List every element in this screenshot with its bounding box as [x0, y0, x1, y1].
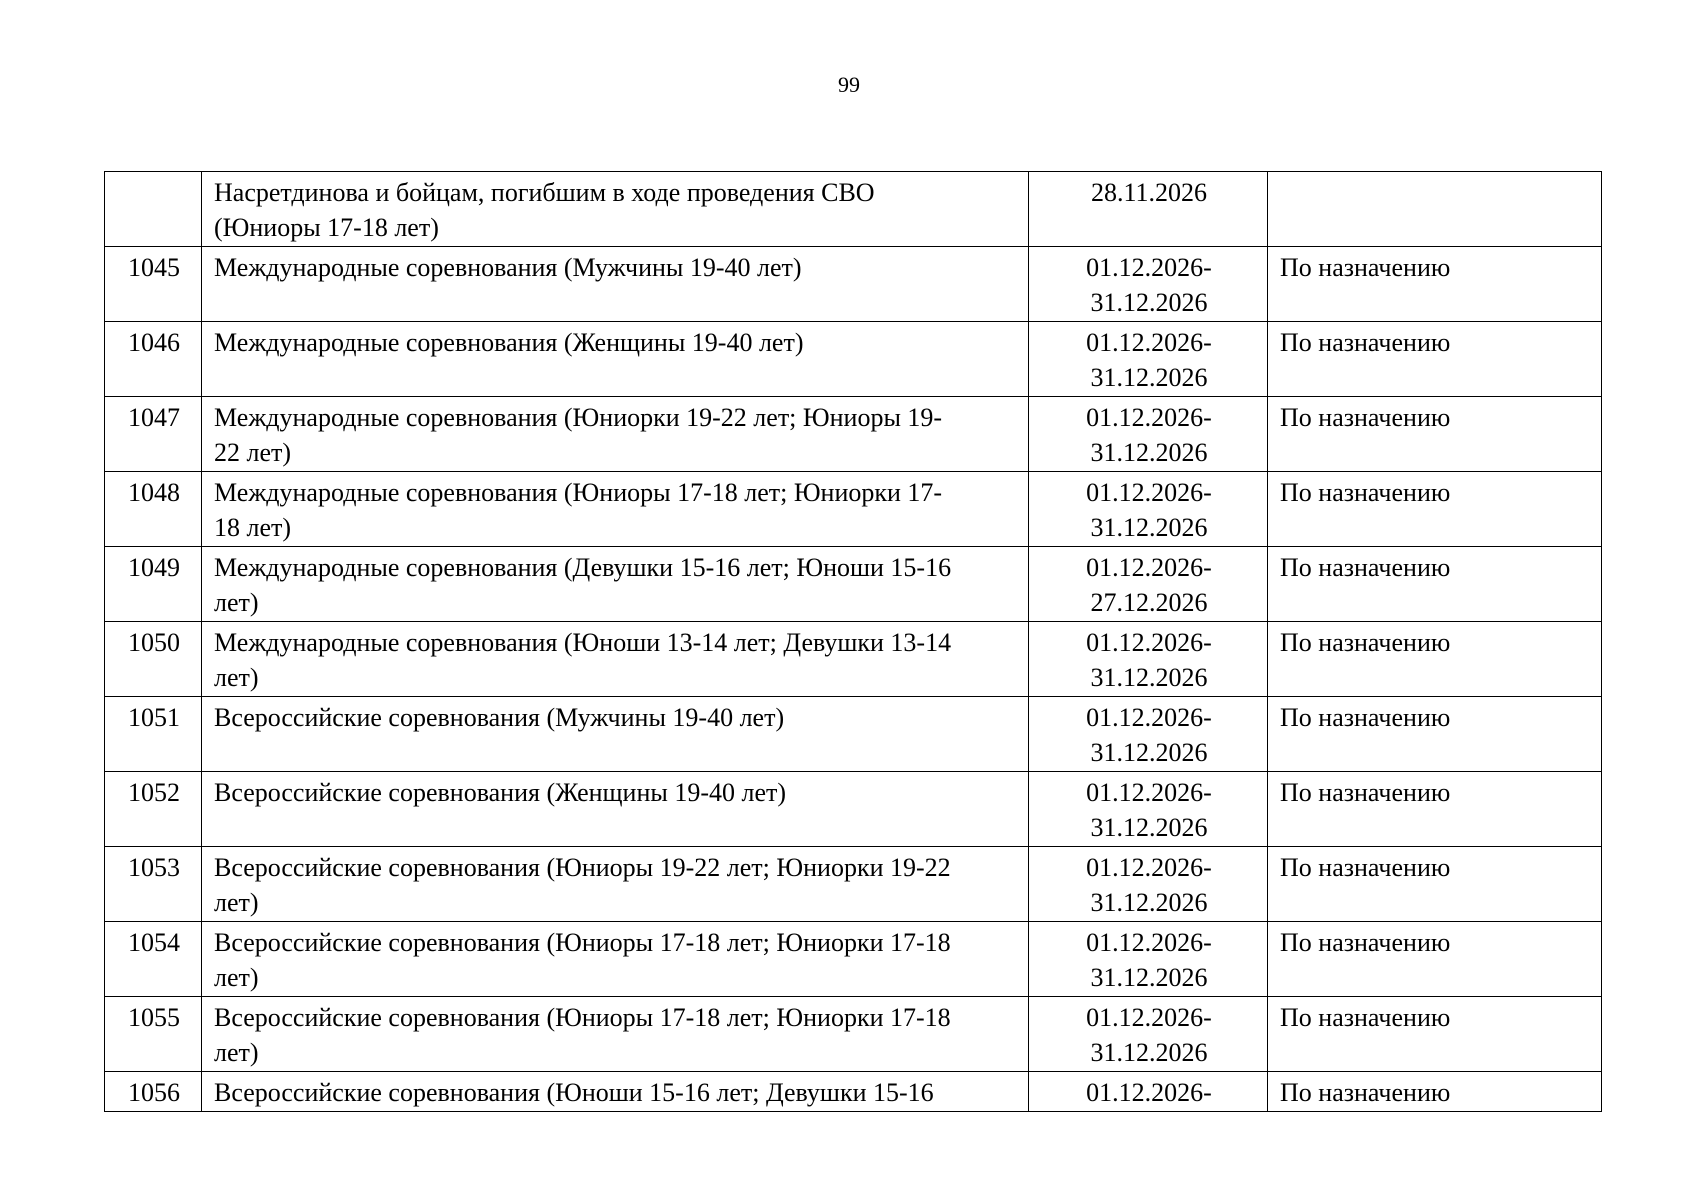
table-row [105, 847, 1602, 922]
event-location: По назначению [1268, 622, 1602, 697]
event-location [1268, 172, 1602, 247]
event-name [202, 772, 1029, 847]
event-name-line: 18 лет) [214, 513, 292, 542]
event-location: По назначению [1268, 922, 1602, 997]
event-date-line: 01.12.2026- [1086, 478, 1212, 507]
event-name-line: лет) [214, 1038, 259, 1067]
table-row [105, 772, 1602, 847]
event-name [202, 322, 1029, 397]
event-number: 1055 [105, 997, 202, 1072]
event-number: 1051 [105, 697, 202, 772]
event-dates [1029, 172, 1268, 247]
table-row [105, 472, 1602, 547]
event-date-line: 01.12.2026- [1086, 703, 1212, 732]
event-location: По назначению [1268, 772, 1602, 847]
event-name [202, 472, 1029, 547]
event-name-line: Всероссийские соревнования (Женщины 19-40 лет) [214, 778, 787, 807]
event-date-line: 31.12.2026 [1090, 363, 1208, 392]
event-dates [1029, 622, 1268, 697]
event-location: По назначению [1268, 547, 1602, 622]
event-name-line: Международные соревнования (Юниоры 17-18 лет; Юниорки 17- [214, 478, 943, 507]
event-dates [1029, 322, 1268, 397]
event-date-line: 31.12.2026 [1090, 438, 1208, 467]
event-name-line: Международные соревнования (Юноши 13-14 лет; Девушки 13-14 [214, 628, 952, 657]
table-row [105, 397, 1602, 472]
event-location: По назначению [1268, 847, 1602, 922]
event-number [105, 172, 202, 247]
event-number: 1053 [105, 847, 202, 922]
event-name [202, 922, 1029, 997]
table-row [105, 322, 1602, 397]
event-name [202, 247, 1029, 322]
event-number: 1049 [105, 547, 202, 622]
event-location: По назначению [1268, 247, 1602, 322]
event-location: По назначению [1268, 697, 1602, 772]
event-number: 1047 [105, 397, 202, 472]
event-dates [1029, 1072, 1268, 1112]
event-location: По назначению [1268, 1072, 1602, 1112]
table-row [105, 622, 1602, 697]
event-date-line: 31.12.2026 [1090, 663, 1208, 692]
event-number: 1046 [105, 322, 202, 397]
event-name-line: лет) [214, 888, 259, 917]
event-date-line: 01.12.2026- [1086, 928, 1212, 957]
event-name-line: лет) [214, 663, 259, 692]
event-date-line: 01.12.2026- [1086, 1078, 1212, 1107]
event-name-line: Всероссийские соревнования (Юниоры 19-22 лет; Юниорки 19-22 [214, 853, 951, 882]
event-date-line: 01.12.2026- [1086, 253, 1212, 282]
event-name-line: Всероссийские соревнования (Мужчины 19-40 лет) [214, 703, 785, 732]
event-dates [1029, 772, 1268, 847]
event-name-line: Международные соревнования (Мужчины 19-40 лет) [214, 253, 802, 282]
event-dates [1029, 997, 1268, 1072]
event-date-line: 31.12.2026 [1090, 513, 1208, 542]
event-date-line: 01.12.2026- [1086, 853, 1212, 882]
event-name-line: Насретдинова и бойцам, погибшим в ходе проведения СВО [214, 178, 875, 207]
event-name [202, 697, 1029, 772]
event-date-line: 01.12.2026- [1086, 1003, 1212, 1032]
event-number: 1052 [105, 772, 202, 847]
event-number: 1054 [105, 922, 202, 997]
table-row [105, 247, 1602, 322]
event-name-line: Всероссийские соревнования (Юниоры 17-18 лет; Юниорки 17-18 [214, 1003, 951, 1032]
event-name-line: Международные соревнования (Юниорки 19-22 лет; Юниоры 19- [214, 403, 943, 432]
event-date-line: 28.11.2026 [1090, 178, 1208, 207]
event-name-line: Всероссийские соревнования (Юноши 15-16 лет; Девушки 15-16 [214, 1078, 934, 1107]
event-date-line: 01.12.2026- [1086, 553, 1212, 582]
event-name [202, 1072, 1029, 1112]
event-date-line: 31.12.2026 [1090, 1038, 1208, 1067]
table-row [105, 922, 1602, 997]
table-row [105, 172, 1602, 247]
event-name-line: лет) [214, 963, 259, 992]
event-date-line: 01.12.2026- [1086, 403, 1212, 432]
event-dates [1029, 247, 1268, 322]
event-location: По назначению [1268, 322, 1602, 397]
event-name [202, 547, 1029, 622]
table-row [105, 997, 1602, 1072]
event-name-line: 22 лет) [214, 438, 292, 467]
events-table [104, 171, 1602, 1112]
event-number: 1048 [105, 472, 202, 547]
event-location: По назначению [1268, 472, 1602, 547]
event-date-line: 01.12.2026- [1086, 628, 1212, 657]
event-dates [1029, 547, 1268, 622]
event-date-line: 31.12.2026 [1090, 288, 1208, 317]
event-number: 1045 [105, 247, 202, 322]
event-name-line: Международные соревнования (Женщины 19-40 лет) [214, 328, 804, 357]
event-name-line: лет) [214, 588, 259, 617]
event-name [202, 172, 1029, 247]
event-name-line: (Юниоры 17-18 лет) [214, 213, 439, 242]
event-name-line: Международные соревнования (Девушки 15-16 лет; Юноши 15-16 [214, 553, 952, 582]
event-date-line: 31.12.2026 [1090, 963, 1208, 992]
event-dates [1029, 847, 1268, 922]
event-dates [1029, 697, 1268, 772]
event-dates [1029, 397, 1268, 472]
page-number: 99 [838, 72, 860, 97]
event-date-line: 31.12.2026 [1090, 813, 1208, 842]
event-date-line: 01.12.2026- [1086, 778, 1212, 807]
event-name [202, 397, 1029, 472]
event-name [202, 622, 1029, 697]
event-location: По назначению [1268, 397, 1602, 472]
event-date-line: 31.12.2026 [1090, 738, 1208, 767]
event-name [202, 997, 1029, 1072]
event-date-line: 31.12.2026 [1090, 888, 1208, 917]
event-number: 1056 [105, 1072, 202, 1112]
events-table-body [105, 172, 1602, 1112]
event-date-line: 27.12.2026 [1090, 588, 1208, 617]
event-dates [1029, 922, 1268, 997]
table-row [105, 697, 1602, 772]
event-name [202, 847, 1029, 922]
event-location: По назначению [1268, 997, 1602, 1072]
event-number: 1050 [105, 622, 202, 697]
event-name-line: Всероссийские соревнования (Юниоры 17-18 лет; Юниорки 17-18 [214, 928, 951, 957]
event-date-line: 01.12.2026- [1086, 328, 1212, 357]
table-row [105, 547, 1602, 622]
event-dates [1029, 472, 1268, 547]
table-row [105, 1072, 1602, 1112]
